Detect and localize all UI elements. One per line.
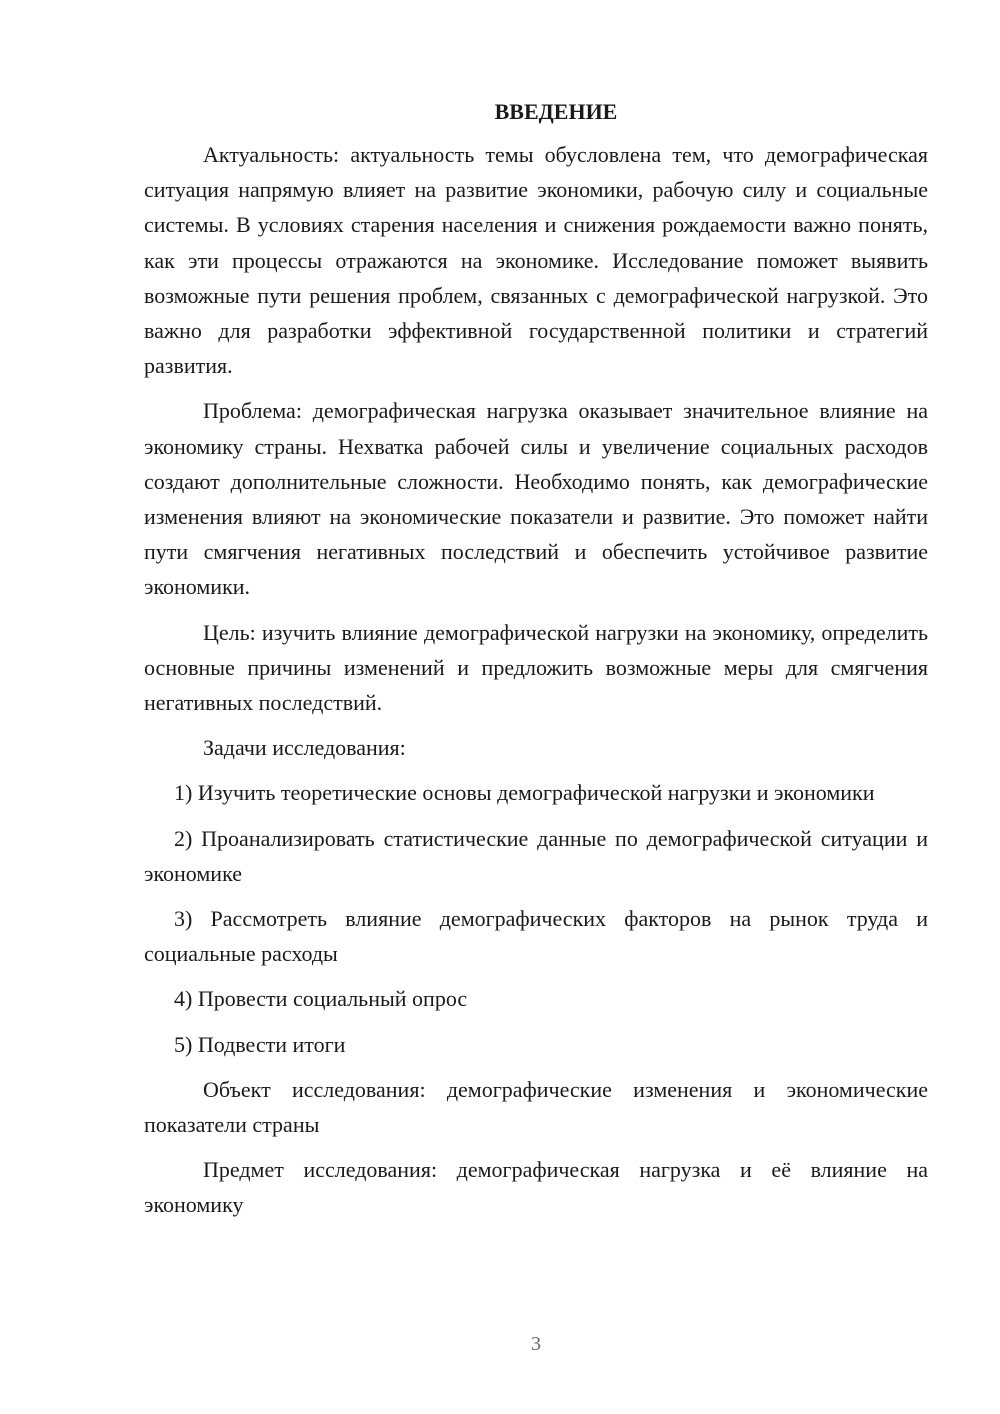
page-number: 3 [531, 1333, 541, 1355]
page-content [144, 94, 928, 1233]
task-item: 1) Изучить теоретические основы демографической нагрузки и экономики [174, 780, 875, 806]
relevance-paragraph: Актуальность: актуальность темы обусловлена тем, что демографическая ситуация напрямую влияет на развитие экономики, рабочую силу и социальные системы. В условиях старения населения и снижения рождаемости важно понять, как эти процессы отражаются на экономике. Исследование поможет выявить возможные пути решения проблем, связанных с демографической нагрузкой. Это важно для разработки эффективной государственной политики и стратегий развития. [144, 142, 928, 379]
problem-paragraph: Проблема: демографическая нагрузка оказывает значительное влияние на экономику страны. Нехватка рабочей силы и увеличение социальных расходов создают дополнительные сложности. Необходимо понять, как демографические изменения влияют на экономические показатели и развитие. Это поможет найти пути смягчения негативных последствий и обеспечить устойчивое развитие экономики. [144, 398, 928, 600]
tasks-heading: Задачи исследования: [203, 735, 406, 761]
task-item: 2) Проанализировать статистические данные по демографической ситуации и экономике [144, 825, 928, 886]
subject-paragraph: Предмет исследования: демографическая нагрузка и её влияние на экономику [144, 1157, 928, 1218]
page-title: ВВЕДЕНИЕ [494, 99, 618, 124]
goal-paragraph: Цель: изучить влияние демографической нагрузки на экономику, определить основные причины изменений и предложить возможные меры для смягчения негативных последствий. [144, 619, 928, 716]
task-item: 3) Рассмотреть влияние демографических факторов на рынок труда и социальные расходы [144, 906, 928, 967]
object-paragraph: Объект исследования: демографические изменения и экономические показатели страны [144, 1076, 928, 1138]
task-item: 5) Подвести итоги [174, 1031, 346, 1057]
task-item: 4) Провести социальный опрос [174, 986, 468, 1012]
